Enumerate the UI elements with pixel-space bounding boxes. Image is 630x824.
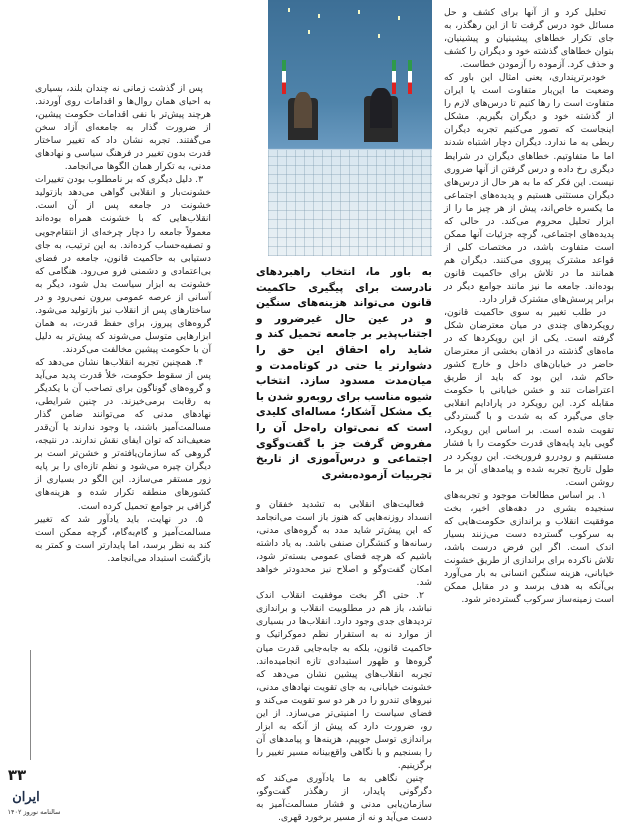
text-column-left xyxy=(35,82,211,812)
paragraph: پس از گذشت زمانی نه چندان بلند، بسیاری به احیای همان روال‌ها و اقدامات روی آوردند. هرچند پیش‌تر با نفی اقدامات حکومت پیشین، از ضرورت گذار به جامعه‌ای آزاد سخن می‌گفتند. تجربه نشان داد که تغییر ساختار قدرت بدون تغییر در فرهنگ سیاسی و نهادهای مدنی، به تکرار همان الگوها می‌انجامد. xyxy=(35,83,211,173)
text-column-middle xyxy=(256,498,432,824)
page-number: ۳۳ xyxy=(7,766,27,784)
issue-label: سالنامه نوروز ۱۴۰۲ xyxy=(7,808,61,816)
paragraph: در طلب تغییر به سوی حاکمیت قانون، رویکردهای چندی در میان معترضان شکل گرفته است. یکی از این رویکردها که در ماه‌های گذشته در اذهان بخشی از معترضان حاضر در خیابان‌های داخل و خارج کشور حاکم شد، این بود که باید از طریق اعتراضات تند و خشن خیابانی با حکومت مقابله کرد. این رویکرد در پارادایم انقلابی جای می‌گیرد که به شدت و با گستردگی تقویت شده است. بر اساس این رویکرد، گویی باید پایه‌های قدرت حکومت را با فشار مستقیم و رودررو فروریخت. این رویکرد در طول تاریخ تجربه شده و پیامدهای آن بر ما روشن است. xyxy=(444,307,614,488)
paragraph: ۱. بر اساس مطالعات موجود و تجربه‌های سنجیده بشری در دهه‌های اخیر، بخت موفقیت انقلاب و براندازی حکومت‌هایی که به سرکوب گسترده دست می‌زنند بسیار اندک است. اگر این فرض درست باشد، تلاش ناکرده برای براندازی از طریق خشونت خیابانی، هزینه سنگین انسانی به بار می‌آورد بی‌آنکه به هدف برسد و در مقابل ممکن است زمینه‌ساز سرکوب گسترده‌تر شود. xyxy=(444,489,614,606)
paragraph: ۲. حتی اگر بخت موفقیت انقلاب اندک نباشد، باز هم در مطلوبیت انقلاب و براندازی تردیدهای جدی وجود دارد. انقلاب‌ها در بسیاری از موارد نه به استقرار نظم دموکراتیک و حاکمیت قانون، بلکه به جابه‌جایی قدرت میان گروه‌ها و ظهور استبدادی تازه انجامیده‌اند. تجربه انقلاب‌های پیشین نشان می‌دهد که خشونت خیابانی، به جای تقویت نهادهای مدنی، نیروهای تندرو را در هر دو سو تقویت می‌کند و فضای سیاست را امنیتی‌تر می‌سازد. از این رو، ضرورت دارد که پیش از آنکه به ابزار براندازی توسل جوییم، هزینه‌ها و پیامدهای آن را بسنجیم و با نگاهی واقع‌بینانه مسیر تغییر را برگزینیم. xyxy=(256,590,432,771)
pull-quote: به باور ما، انتخاب راهبردهای نادرست برای پیگیری حاکمیت قانون می‌تواند هزینه‌های سنگین و در عین حال غیرضرور و اجتناب‌پذیر بر جامعه تحمیل کند و شاید راه احقاق این حق را دشوارتر یا حتی در کوتاه‌مدت و میان‌مدت مسدود سازد. انتخاب شیوه مناسب برای روبه‌رو شدن با یک مشکل آشکار؛ مساله‌ای کلیدی است که نمی‌توان راه‌حل آن را مفروض گرفت جز با گفت‌وگوی اجتماعی و درس‌آموزی از تاریخ تجربیات آزموده‌بشری xyxy=(256,266,432,481)
paragraph: خودبرترپنداری، یعنی امثال این باور که وضعیت ما این‌بار متفاوت است یا ایران متفاوت است را رها کنیم تا درس‌های لازم را از گذشته خود و دیگران بگیریم. مشکل اینجاست که تصور می‌کنیم تجربه دیگران ربطی به ما ندارد. دیگران دچار اشتباه شدند اما ما متفاوتیم. خطاهای دیگران در شرایط دیگری رخ داده و درس گرفتن از آنها ضروری نیست. این فکر که ما به هر حال از درس‌های دیگران مستثنی هستیم و پدیده‌های اجتماعی ما یکسره خاص‌اند، پیش از هر چیز ما را از ابزار تحلیل محروم می‌کند. در حالی که پدیده‌های اجتماعی، گرچه جزئیات آنها ممکن است متفاوت باشد، در مختصات کلی از قواعد مشترک پیروی می‌کنند. دیگران هم همانند ما در تلاش برای حاکمیت قانون بوده‌اند. جامعه ما نیز مانند جوامع دیگر در برابر پرسش‌های مشترک قرار دارد. xyxy=(444,72,614,306)
text-column-right xyxy=(444,6,614,796)
margin-divider xyxy=(30,650,31,760)
paragraph: ۴. همچنین تجربه انقلاب‌ها نشان می‌دهد که پس از سقوط حکومت، خلأ قدرت پدید می‌آید و گروه‌های گوناگون برای تصاحب آن با یکدیگر به رقابت برمی‌خیزند. در چنین شرایطی، نهادهای مدنی که می‌توانند ضامن گذار مسالمت‌آمیز باشند، یا وجود ندارند یا آن‌قدر ضعیف‌اند که توان ایفای نقش ندارند. در نتیجه، گروهی که سازمان‌یافته‌تر و خشن‌تر است بر دیگران چیره می‌شود و نظم تازه‌ای را بر پایه زور مستقر می‌سازد. این الگو در بسیاری از کشورهای منطقه تکرار شده و هزینه‌های گزافی بر جوامع تحمیل کرده است. xyxy=(35,356,211,512)
paragraph: چنین نگاهی به ما یادآوری می‌کند که دگرگونی پایدار، از رهگذر گفت‌وگو، سازمان‌یابی مدنی و فشار مسالمت‌آمیز به دست می‌آید و نه از مسیر برخورد قهری. xyxy=(256,772,432,824)
paragraph: ۵. در نهایت، باید یادآور شد که تغییر مسالمت‌آمیز و گام‌به‌گام، گرچه ممکن است کند به نظر برسد، اما پایدارتر است و کمتر به بازگشت استبداد می‌انجامد. xyxy=(35,513,211,564)
paragraph: فعالیت‌های انقلابی به تشدید خفقان و انسداد روزنه‌هایی که هنوز باز است می‌انجامد که این پیش‌تر شاید مدد به گروه‌های مدنی، رسانه‌ها و کنشگران صنفی باشد. به یاد داشته باشیم که هرچه فضای عمومی بسته‌تر شود، امکان گفت‌وگو و اصلاح نیز محدودتر خواهد شد. xyxy=(256,499,432,589)
paragraph: ۳. دلیل دیگری که بر نامطلوب بودن تغییرات خشونت‌بار و انقلابی گواهی می‌دهد بازتولید خشونت در جامعه پس از آن است. انقلاب‌هایی که با خشونت همراه بوده‌اند معمولاً جامعه را دچار چرخه‌ای از انتقام‌جویی و تصفیه‌حساب کرده‌اند. به این ترتیب، به جای دستیابی به حاکمیت قانون، جامعه در فضای بی‌اعتمادی و دشمنی فرو می‌رود. هنگامی که خشونت به ابزار سیاست بدل شود، دیگر به آسانی از عرصه عمومی بیرون نمی‌رود و در ساختارهای پس از انقلاب نیز بازتولید می‌شود. گروه‌های پیروز، برای حفظ قدرت، به همان ابزارهایی متوسل می‌شوند که پیش‌تر به دلیل آن با حکومت پیشین مخالفت می‌کردند. xyxy=(35,174,211,355)
event-photo xyxy=(268,0,432,256)
magazine-logo: ایران xyxy=(12,790,40,805)
paragraph: تحلیل کرد و از آنها برای کشف و حل مسائل خود درس گرفت تا از این رهگذر، به جای تکرار خطاهای پیشینیان و پیشینیان، بتوان خطاهای گذشته خود و دیگران را کشف و حذف کرد. آزموده را آزمودن خطاست. xyxy=(444,7,614,71)
